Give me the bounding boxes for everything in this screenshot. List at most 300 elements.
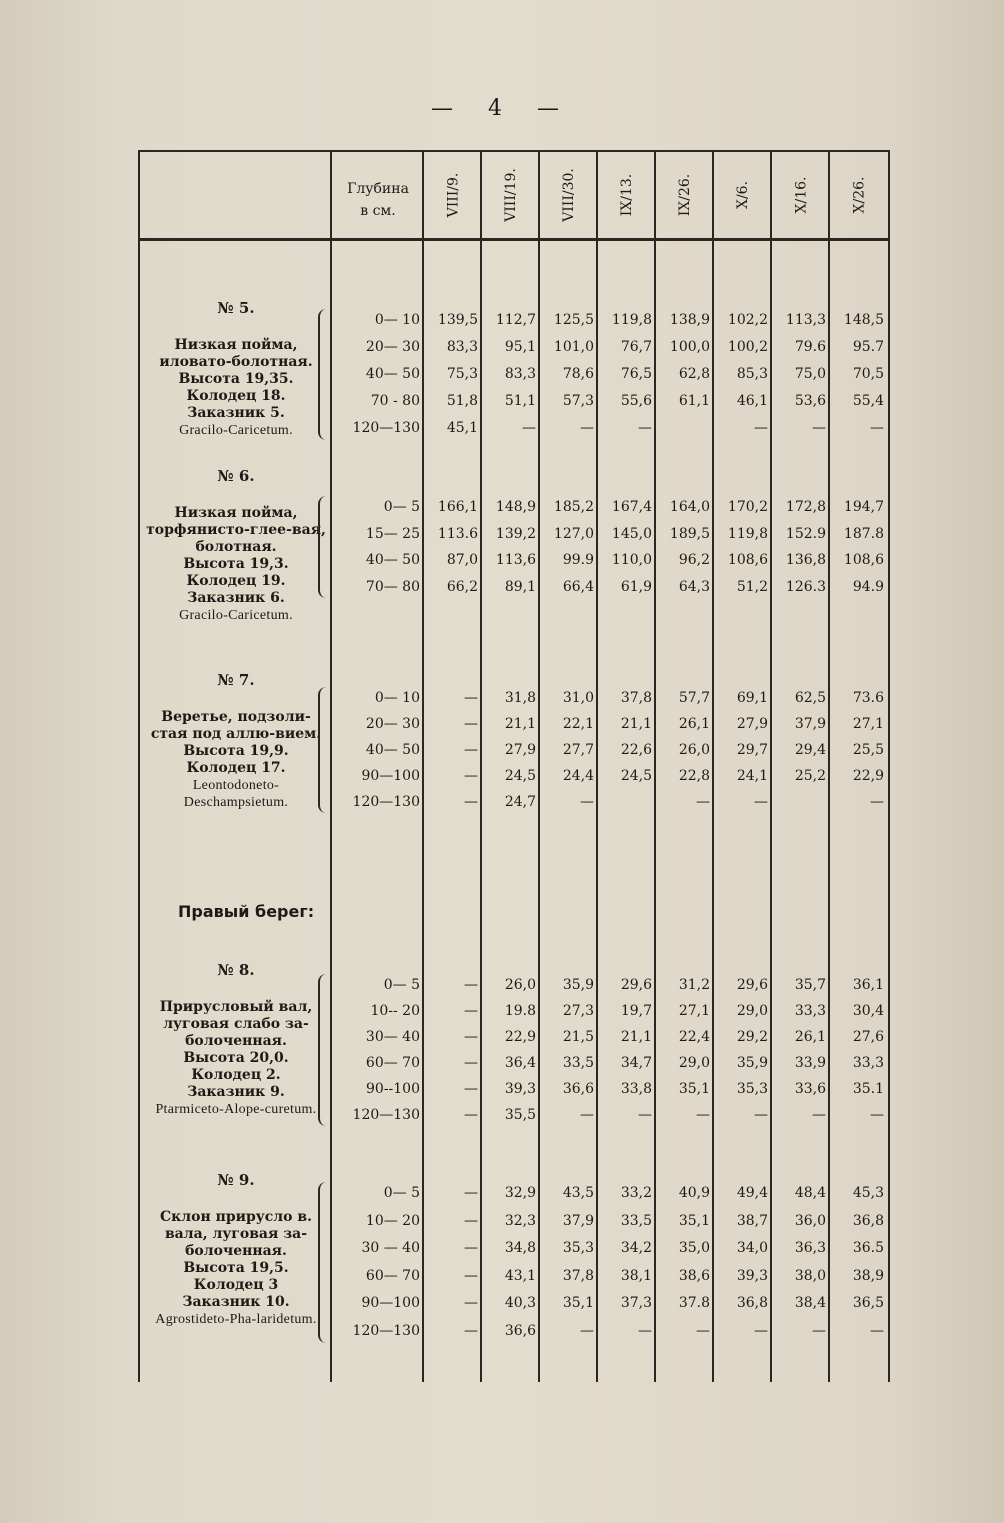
value-cell: 32,9 xyxy=(504,1185,536,1201)
value-cell: 35,3 xyxy=(736,1081,768,1097)
value-cell: — xyxy=(696,794,710,810)
depth-header-line1: Глубина xyxy=(347,181,409,197)
value-cell: 27,7 xyxy=(562,742,594,758)
table-row xyxy=(138,737,890,763)
site-well: Колодец 18. xyxy=(186,388,286,404)
depth-cell: 40— 50 xyxy=(365,366,420,382)
value-cell: 37,8 xyxy=(620,690,652,706)
value-cell: 62,8 xyxy=(678,366,710,382)
table-row xyxy=(138,415,890,441)
value-cell: 96,2 xyxy=(678,552,710,568)
value-cell: 125,5 xyxy=(553,312,594,328)
site-type: Низкая пойма, иловато-болотная. xyxy=(159,337,313,370)
site-number: № 6. xyxy=(217,467,255,485)
site-reserve: Заказник 6. xyxy=(187,590,285,606)
depth-cell: 90—100 xyxy=(361,768,420,784)
value-cell: 51,2 xyxy=(736,578,768,595)
right-bank-heading: Правый берег: xyxy=(178,902,315,921)
table-row xyxy=(138,1263,890,1289)
site-height: Высота 20,0. xyxy=(183,1050,289,1066)
depth-cell: 20— 30 xyxy=(365,716,420,732)
value-cell: 83,3 xyxy=(504,366,536,382)
value-cell: 29,6 xyxy=(620,977,652,993)
depth-cell: 120—130 xyxy=(352,794,420,810)
value-cell: — xyxy=(464,1295,478,1311)
value-cell: 55,6 xyxy=(620,393,652,409)
value-cell: 127,0 xyxy=(553,525,594,542)
site-association: Leontodoneto-Deschampsietum. xyxy=(183,778,289,810)
value-cell: 27,3 xyxy=(562,1003,594,1019)
table-row xyxy=(138,998,890,1024)
value-cell: — xyxy=(580,420,594,436)
value-cell: — xyxy=(464,742,478,758)
value-cell: 102,2 xyxy=(727,312,768,328)
value-cell: — xyxy=(580,794,594,810)
table-row xyxy=(138,1208,890,1234)
depth-cell: 10— 20 xyxy=(365,1212,420,1229)
site-type: Прирусловый вал, луговая слабо за-болоченная. xyxy=(159,999,313,1049)
value-cell: 94.9 xyxy=(852,578,884,595)
depth-cell: 10-- 20 xyxy=(370,1003,420,1019)
value-cell: — xyxy=(696,1107,710,1123)
value-cell: 187.8 xyxy=(843,525,884,542)
value-cell: 61,1 xyxy=(678,393,710,409)
value-cell: 37.8 xyxy=(678,1295,710,1311)
depth-cell: 0— 5 xyxy=(383,499,420,515)
value-cell: 40,3 xyxy=(504,1295,536,1311)
site-reserve: Заказник 10. xyxy=(182,1294,290,1310)
value-cell: 27,9 xyxy=(736,716,768,732)
value-cell: 172,8 xyxy=(785,499,826,515)
value-cell: — xyxy=(870,1107,884,1123)
value-cell: 38,0 xyxy=(794,1267,826,1284)
value-cell: 35,9 xyxy=(562,977,594,993)
value-cell: 62,5 xyxy=(794,690,826,706)
value-cell: 36,6 xyxy=(504,1322,536,1339)
value-cell: 95.7 xyxy=(852,339,884,355)
site-number: № 7. xyxy=(217,671,255,689)
value-cell: 38,6 xyxy=(678,1267,710,1284)
depth-cell: 40— 50 xyxy=(365,552,420,568)
table-row xyxy=(138,1180,890,1206)
value-cell: — xyxy=(464,1055,478,1071)
value-cell: 126.3 xyxy=(785,578,826,595)
value-cell: 31,8 xyxy=(504,690,536,706)
value-cell: — xyxy=(638,420,652,436)
value-cell: 51,8 xyxy=(446,393,478,409)
value-cell: 22,9 xyxy=(504,1029,536,1045)
value-cell: — xyxy=(580,1322,594,1339)
value-cell: 26,1 xyxy=(678,716,710,732)
depth-cell: 90--100 xyxy=(366,1081,420,1097)
table-row xyxy=(138,547,890,573)
value-cell: 35,1 xyxy=(562,1295,594,1311)
value-cell: 38,4 xyxy=(794,1295,826,1311)
value-cell: 40,9 xyxy=(678,1185,710,1201)
value-cell: 36,4 xyxy=(504,1055,536,1071)
value-cell: 34,7 xyxy=(620,1055,652,1071)
value-cell: 148,9 xyxy=(495,499,536,515)
value-cell: 53,6 xyxy=(794,393,826,409)
value-cell: — xyxy=(464,1322,478,1339)
table-row xyxy=(138,574,890,600)
value-cell: 22,4 xyxy=(678,1029,710,1045)
value-cell: 21,1 xyxy=(504,716,536,732)
value-cell: 24,1 xyxy=(736,768,768,784)
value-cell: 29,0 xyxy=(736,1003,768,1019)
value-cell: 27,1 xyxy=(678,1003,710,1019)
depth-cell: 0— 10 xyxy=(374,312,420,328)
value-cell: — xyxy=(696,1322,710,1339)
depth-cell: 15— 25 xyxy=(365,525,420,542)
value-cell: — xyxy=(638,1322,652,1339)
value-cell: 35,1 xyxy=(678,1212,710,1229)
value-cell: 167,4 xyxy=(611,499,652,515)
depth-cell: 30 — 40 xyxy=(361,1240,420,1256)
value-cell: 108,6 xyxy=(727,552,768,568)
value-cell: 37,8 xyxy=(562,1267,594,1284)
value-cell: 24,7 xyxy=(504,794,536,810)
value-cell: 38,7 xyxy=(736,1212,768,1229)
value-cell: 39,3 xyxy=(736,1267,768,1284)
value-cell: 66,4 xyxy=(562,578,594,595)
value-cell: 113,3 xyxy=(785,312,826,328)
value-cell: 38,1 xyxy=(620,1267,652,1284)
value-cell: 38,9 xyxy=(852,1267,884,1284)
value-cell: 19.8 xyxy=(504,1003,536,1019)
table-row xyxy=(138,494,890,520)
date-header: IX/26. xyxy=(676,173,693,217)
value-cell: — xyxy=(638,1107,652,1123)
value-cell: 24,5 xyxy=(504,768,536,784)
value-cell: 194,7 xyxy=(843,499,884,515)
table-row xyxy=(138,307,890,333)
value-cell: — xyxy=(754,1322,768,1339)
value-cell: 139,5 xyxy=(437,312,478,328)
value-cell: — xyxy=(464,690,478,706)
table-row xyxy=(138,1050,890,1076)
value-cell: 113.6 xyxy=(437,525,478,542)
value-cell: 119,8 xyxy=(611,312,652,328)
moisture-table xyxy=(138,150,890,1382)
value-cell: 112,7 xyxy=(495,312,536,328)
depth-cell: 0— 10 xyxy=(374,690,420,706)
table-row xyxy=(138,1102,890,1128)
value-cell: 24,5 xyxy=(620,768,652,784)
value-cell: 22,1 xyxy=(562,716,594,732)
value-cell: 36.5 xyxy=(852,1240,884,1256)
value-cell: 33,9 xyxy=(794,1055,826,1071)
value-cell: 36,5 xyxy=(852,1295,884,1311)
value-cell: 64,3 xyxy=(678,578,710,595)
value-cell: 66,2 xyxy=(446,578,478,595)
table-row xyxy=(138,361,890,387)
value-cell: — xyxy=(464,716,478,732)
value-cell: — xyxy=(754,794,768,810)
depth-cell: 120—130 xyxy=(352,420,420,436)
value-cell: 35,9 xyxy=(736,1055,768,1071)
value-cell: 35,5 xyxy=(504,1107,536,1123)
value-cell: 22,6 xyxy=(620,742,652,758)
value-cell: 43,5 xyxy=(562,1185,594,1201)
date-header: VIII/9. xyxy=(445,172,461,218)
value-cell: — xyxy=(464,1185,478,1201)
value-cell: 32,3 xyxy=(504,1212,536,1229)
value-cell: 25,5 xyxy=(852,742,884,758)
depth-cell: 120—130 xyxy=(352,1322,420,1339)
value-cell: 139,2 xyxy=(495,525,536,542)
value-cell: 43,1 xyxy=(504,1267,536,1284)
value-cell: — xyxy=(464,1212,478,1229)
value-cell: 108,6 xyxy=(843,552,884,568)
value-cell: 31,0 xyxy=(562,690,594,706)
table-row xyxy=(138,1318,890,1344)
value-cell: 51,1 xyxy=(504,393,536,409)
value-cell: 22,9 xyxy=(852,768,884,784)
table-row xyxy=(138,685,890,711)
site-number: № 8. xyxy=(217,961,255,979)
value-cell: 24,4 xyxy=(562,768,594,784)
value-cell: — xyxy=(870,794,884,810)
value-cell: — xyxy=(464,768,478,784)
site-association: Agrostideto-Pha-laridetum. xyxy=(155,1312,317,1327)
site-well: Колодец 19. xyxy=(186,573,286,589)
value-cell: 57,3 xyxy=(562,393,594,409)
value-cell: 36,1 xyxy=(852,977,884,993)
table-row xyxy=(138,972,890,998)
value-cell: 29,7 xyxy=(736,742,768,758)
depth-cell: 20— 30 xyxy=(365,339,420,355)
value-cell: 33,5 xyxy=(620,1212,652,1229)
value-cell: — xyxy=(870,420,884,436)
value-cell: 76,5 xyxy=(620,366,652,382)
value-cell: — xyxy=(754,420,768,436)
value-cell: — xyxy=(870,1322,884,1339)
value-cell: 36,8 xyxy=(736,1295,768,1311)
value-cell: 27,9 xyxy=(504,742,536,758)
date-header: X/6. xyxy=(734,180,751,210)
value-cell: 170,2 xyxy=(727,499,768,515)
header-separator xyxy=(138,238,890,241)
value-cell: 70,5 xyxy=(852,366,884,382)
value-cell: 75,0 xyxy=(794,366,826,382)
value-cell: 36,8 xyxy=(852,1212,884,1229)
value-cell: 30,4 xyxy=(852,1003,884,1019)
depth-cell: 0— 5 xyxy=(383,977,420,993)
value-cell: 89,1 xyxy=(504,578,536,595)
value-cell: 37,3 xyxy=(620,1295,652,1311)
value-cell: 87,0 xyxy=(446,552,478,568)
value-cell: 136,8 xyxy=(785,552,826,568)
depth-cell: 60— 70 xyxy=(365,1055,420,1071)
value-cell: — xyxy=(464,1240,478,1256)
value-cell: 138,9 xyxy=(669,312,710,328)
table-row xyxy=(138,1076,890,1102)
value-cell: 34,8 xyxy=(504,1240,536,1256)
value-cell: 145,0 xyxy=(611,525,652,542)
table-row xyxy=(138,1235,890,1261)
value-cell: 29,2 xyxy=(736,1029,768,1045)
value-cell: 33,3 xyxy=(794,1003,826,1019)
value-cell: 113,6 xyxy=(495,552,536,568)
site-association: Gracilo-Caricetum. xyxy=(179,423,293,438)
date-header: X/16. xyxy=(792,176,809,214)
value-cell: 33,8 xyxy=(620,1081,652,1097)
date-header: IX/13. xyxy=(618,173,635,217)
site-well: Колодец 2. xyxy=(191,1067,281,1083)
depth-cell: 70— 80 xyxy=(365,578,420,595)
site-type: Веретье, подзоли-стая под аллю-вием. xyxy=(150,709,322,742)
value-cell: 34,0 xyxy=(736,1240,768,1256)
date-header: VIII/19. xyxy=(503,168,519,222)
value-cell: 166,1 xyxy=(437,499,478,515)
value-cell: 22,8 xyxy=(678,768,710,784)
value-cell: 45,3 xyxy=(852,1185,884,1201)
value-cell: 48,4 xyxy=(794,1185,826,1201)
value-cell: — xyxy=(812,1107,826,1123)
value-cell: 36,6 xyxy=(562,1081,594,1097)
table-row xyxy=(138,388,890,414)
value-cell: 27,6 xyxy=(852,1029,884,1045)
value-cell: 36,0 xyxy=(794,1212,826,1229)
site-association: Gracilo-Caricetum. xyxy=(179,608,293,623)
value-cell: 33,3 xyxy=(852,1055,884,1071)
value-cell: — xyxy=(754,1107,768,1123)
site-reserve: Заказник 9. xyxy=(187,1084,285,1100)
value-cell: 101,0 xyxy=(553,339,594,355)
depth-cell: 70 - 80 xyxy=(370,393,420,409)
value-cell: 45,1 xyxy=(446,420,478,436)
value-cell: 21,1 xyxy=(620,716,652,732)
value-cell: 100,2 xyxy=(727,339,768,355)
site-height: Высота 19,9. xyxy=(183,743,289,759)
value-cell: 35.1 xyxy=(852,1081,884,1097)
site-association: Ptarmiceto-Alope-curetum. xyxy=(155,1102,317,1117)
site-type: Низкая пойма, торфянисто-глее-вая, болотная. xyxy=(146,505,326,555)
value-cell: 29,6 xyxy=(736,977,768,993)
site-well: Колодец 3 xyxy=(193,1277,279,1293)
value-cell: 99.9 xyxy=(562,552,594,568)
value-cell: 69,1 xyxy=(736,690,768,706)
value-cell: 73.6 xyxy=(852,690,884,706)
value-cell: 76,7 xyxy=(620,339,652,355)
value-cell: 21,5 xyxy=(562,1029,594,1045)
value-cell: 29,0 xyxy=(678,1055,710,1071)
value-cell: 35,0 xyxy=(678,1240,710,1256)
depth-cell: 120—130 xyxy=(352,1107,420,1123)
value-cell: 33,5 xyxy=(562,1055,594,1071)
site-number: № 5. xyxy=(217,299,255,317)
value-cell: 25,2 xyxy=(794,768,826,784)
value-cell: 152.9 xyxy=(785,525,826,542)
value-cell: 37,9 xyxy=(562,1212,594,1229)
site-type: Склон прирусло в. вала, луговая за-болоченная. xyxy=(160,1209,312,1259)
depth-cell: 40— 50 xyxy=(365,742,420,758)
value-cell: 37,9 xyxy=(794,716,826,732)
page-number: — 4 — xyxy=(431,96,573,121)
site-height: Высота 19,5. xyxy=(183,1260,289,1276)
value-cell: — xyxy=(522,420,536,436)
value-cell: 189,5 xyxy=(669,525,710,542)
value-cell: — xyxy=(464,1029,478,1045)
depth-header xyxy=(333,178,423,222)
table-row xyxy=(138,521,890,547)
value-cell: 19,7 xyxy=(620,1003,652,1019)
value-cell: 164,0 xyxy=(669,499,710,515)
value-cell: — xyxy=(464,1267,478,1284)
depth-cell: 30— 40 xyxy=(365,1029,420,1045)
value-cell: — xyxy=(464,1003,478,1019)
value-cell: — xyxy=(464,977,478,993)
value-cell: 61,9 xyxy=(620,578,652,595)
value-cell: 39,3 xyxy=(504,1081,536,1097)
value-cell: — xyxy=(812,1322,826,1339)
value-cell: 85,3 xyxy=(736,366,768,382)
table-row xyxy=(138,789,890,815)
site-reserve: Заказник 5. xyxy=(187,405,285,421)
value-cell: 49,4 xyxy=(736,1185,768,1201)
value-cell: 33,2 xyxy=(620,1185,652,1201)
value-cell: 21,1 xyxy=(620,1029,652,1045)
value-cell: 29,4 xyxy=(794,742,826,758)
value-cell: 55,4 xyxy=(852,393,884,409)
value-cell: 34,2 xyxy=(620,1240,652,1256)
site-number: № 9. xyxy=(217,1171,255,1189)
value-cell: 31,2 xyxy=(678,977,710,993)
value-cell: 26,1 xyxy=(794,1029,826,1045)
value-cell: 35,1 xyxy=(678,1081,710,1097)
value-cell: 35,7 xyxy=(794,977,826,993)
table-row xyxy=(138,334,890,360)
table-row xyxy=(138,1024,890,1050)
value-cell: 26,0 xyxy=(678,742,710,758)
value-cell: 27,1 xyxy=(852,716,884,732)
value-cell: 79.6 xyxy=(794,339,826,355)
value-cell: 46,1 xyxy=(736,393,768,409)
site-well: Колодец 17. xyxy=(186,760,286,776)
value-cell: 78,6 xyxy=(562,366,594,382)
site-height: Высота 19,35. xyxy=(178,371,294,387)
value-cell: 119,8 xyxy=(727,525,768,542)
value-cell: 33,6 xyxy=(794,1081,826,1097)
depth-header-line2: в см. xyxy=(360,203,396,219)
value-cell: 95,1 xyxy=(504,339,536,355)
value-cell: 100,0 xyxy=(669,339,710,355)
depth-cell: 0— 5 xyxy=(383,1185,420,1201)
depth-cell: 60— 70 xyxy=(365,1267,420,1284)
value-cell: — xyxy=(464,794,478,810)
value-cell: 148,5 xyxy=(843,312,884,328)
value-cell: 110,0 xyxy=(611,552,652,568)
value-cell: — xyxy=(464,1107,478,1123)
date-header: VIII/30. xyxy=(561,168,577,222)
table-row xyxy=(138,763,890,789)
value-cell: 26,0 xyxy=(504,977,536,993)
value-cell: — xyxy=(580,1107,594,1123)
table-top-border xyxy=(138,150,890,152)
value-cell: 57,7 xyxy=(678,690,710,706)
value-cell: — xyxy=(464,1081,478,1097)
value-cell: 83,3 xyxy=(446,339,478,355)
table-row xyxy=(138,711,890,737)
value-cell: 75,3 xyxy=(446,366,478,382)
value-cell: — xyxy=(812,420,826,436)
depth-cell: 90—100 xyxy=(361,1295,420,1311)
date-header: X/26. xyxy=(850,176,867,214)
value-cell: 35,3 xyxy=(562,1240,594,1256)
value-cell: 185,2 xyxy=(553,499,594,515)
site-height: Высота 19,3. xyxy=(183,556,289,572)
